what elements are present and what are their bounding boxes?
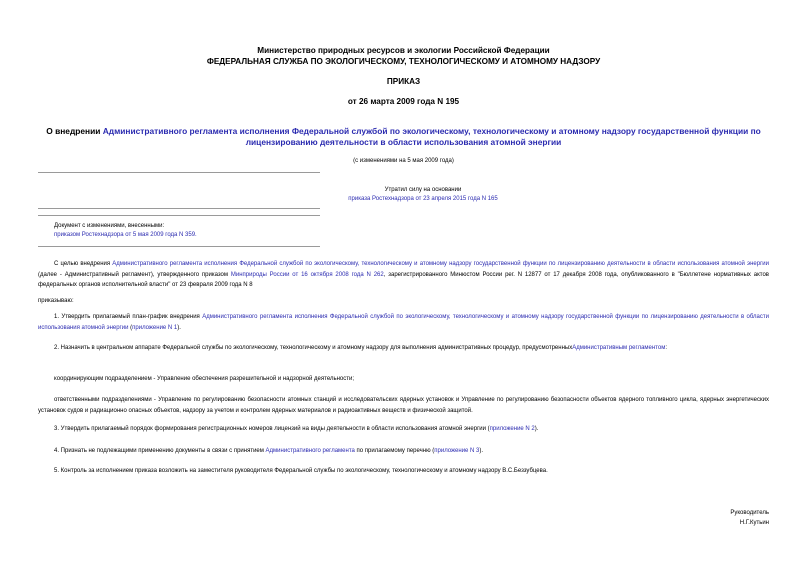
- paragraph-text: :: [665, 345, 668, 351]
- doc-type-heading: ПРИКАЗ: [386, 77, 421, 86]
- intro-text: С целью внедрения: [54, 261, 113, 267]
- divider: [38, 246, 320, 247]
- intro-text: (далее - Административный регламент), утвержденного приказом: [38, 271, 231, 278]
- paragraph-3: [38, 424, 769, 435]
- appendix-1-link[interactable]: приложение N 1: [132, 324, 178, 331]
- paragraph-text: (: [128, 324, 133, 331]
- paragraph-text: ).: [479, 448, 484, 454]
- paragraph-text: 3. Утвердить прилагаемый порядок формирования регистрационных номеров лицензий на виды деятельности в области использования атомной энергии (: [54, 426, 490, 432]
- appendix-3-link[interactable]: приложение N 3: [434, 448, 480, 454]
- intro-paragraph: [38, 259, 769, 291]
- paragraph-text: ).: [177, 324, 181, 331]
- divider: [38, 215, 320, 216]
- paragraph-5: 5. Контроль за исполнением приказа возложить на заместителя руководителя Федеральной службы по экологическому, технологическому и атомному надзору В.С.Беззубцева.: [54, 468, 548, 474]
- title-prefix: О внедрении: [46, 126, 103, 136]
- appendix-2-link[interactable]: приложение N 2: [489, 426, 535, 432]
- paragraph-text: ).: [534, 426, 539, 432]
- p2-regulation-link[interactable]: Административным регламентом: [572, 345, 666, 351]
- divider: [38, 172, 320, 173]
- document-title: [38, 126, 769, 148]
- p1-regulation-link[interactable]: Административного регламента исполнения Федеральной службой по экологическому, технологическому и атомному надзору государственной функции по лицензированию деятельности в области использования атомной энергии: [38, 314, 769, 331]
- changes-note: (с изменениями на 5 мая 2009 года): [353, 158, 454, 164]
- ministry-heading: Министерство природных ресурсов и экологии Российской Федерации: [257, 46, 550, 55]
- date-number-heading: от 26 марта 2009 года N 195: [347, 97, 460, 106]
- paragraph-1: [38, 312, 769, 333]
- paragraph-text: 2. Назначить в центральном аппарате Федеральной службы по экологическому, технологическому и атомному надзору для выполнения административных процедур, предусмотренных: [54, 345, 573, 351]
- signature-block: [569, 508, 769, 528]
- paragraph-text: 1. Утвердить прилагаемый план-график внедрения: [54, 314, 203, 320]
- paragraph-2b: ответственными подразделениями - Управление по регулированию безопасности атомных станций и исследовательских ядерных установок и Управление по регулированию безопасности объектов ядерного топливного цикла, ядерных энергетических установок судов и радиационно опасных объектов, надзору за учетом и контролем ядерных материалов и радиоактивных веществ и физической защитой.: [38, 397, 769, 414]
- title-regulation-link[interactable]: Административного регламента исполнения Федеральной службой по экологическому, технологическому и атомному надзору государственной функции по лицензированию деятельности в области использования атомной энергии: [102, 126, 761, 147]
- paragraph-2a: координирующим подразделением - Управление обеспечения разрешительной и надзорной деятельности;: [54, 376, 354, 382]
- p4-regulation-link[interactable]: Административного регламента: [265, 448, 355, 454]
- signature-name: Н.Г.Кутьин: [739, 520, 769, 526]
- paragraph-2: [38, 343, 769, 354]
- divider: [38, 208, 320, 209]
- paragraph-text: по прилагаемому перечню (: [354, 448, 435, 454]
- signature-role: Руководитель: [730, 510, 769, 516]
- lost-force-block: [328, 186, 518, 204]
- lost-force-link[interactable]: приказа Ростехнадзора от 23 апреля 2015 года N 165: [348, 196, 498, 202]
- service-heading: ФЕДЕРАЛЬНАЯ СЛУЖБА ПО ЭКОЛОГИЧЕСКОМУ, ТЕХНОЛОГИЧЕСКОМУ И АТОМНОМУ НАДЗОРУ: [206, 57, 601, 66]
- paragraph-text: 4. Признать не подлежащими применению документы в связи с принятием: [54, 448, 266, 454]
- intro-regulation-link[interactable]: Административного регламента исполнения Федеральной службой по экологическому, технологическому и атомному надзору государственной функции по лицензированию деятельности в области использования атомной энергии: [112, 261, 769, 267]
- doc-changes-link[interactable]: приказом Ростехнадзора от 5 мая 2009 года N 359.: [54, 232, 197, 238]
- paragraph-4: [38, 446, 769, 457]
- doc-changes-block: [54, 222, 354, 240]
- intro-text: , зарегистрированного Минюстом России рег. N 12877 от 17 декабря 2008 года, опубликованного в "Бюллетене нормативных актов федеральных органов исполнительной власти" от 23 февраля 2009 года N 8: [38, 271, 769, 288]
- lost-force-text: Утратил силу на основании: [384, 187, 462, 193]
- doc-changes-text: Документ с изменениями, внесенными:: [54, 223, 165, 229]
- intro-ministry-order-link[interactable]: Минприроды России от 16 октября 2008 года N 262: [230, 271, 384, 278]
- order-word: приказываю:: [38, 298, 74, 304]
